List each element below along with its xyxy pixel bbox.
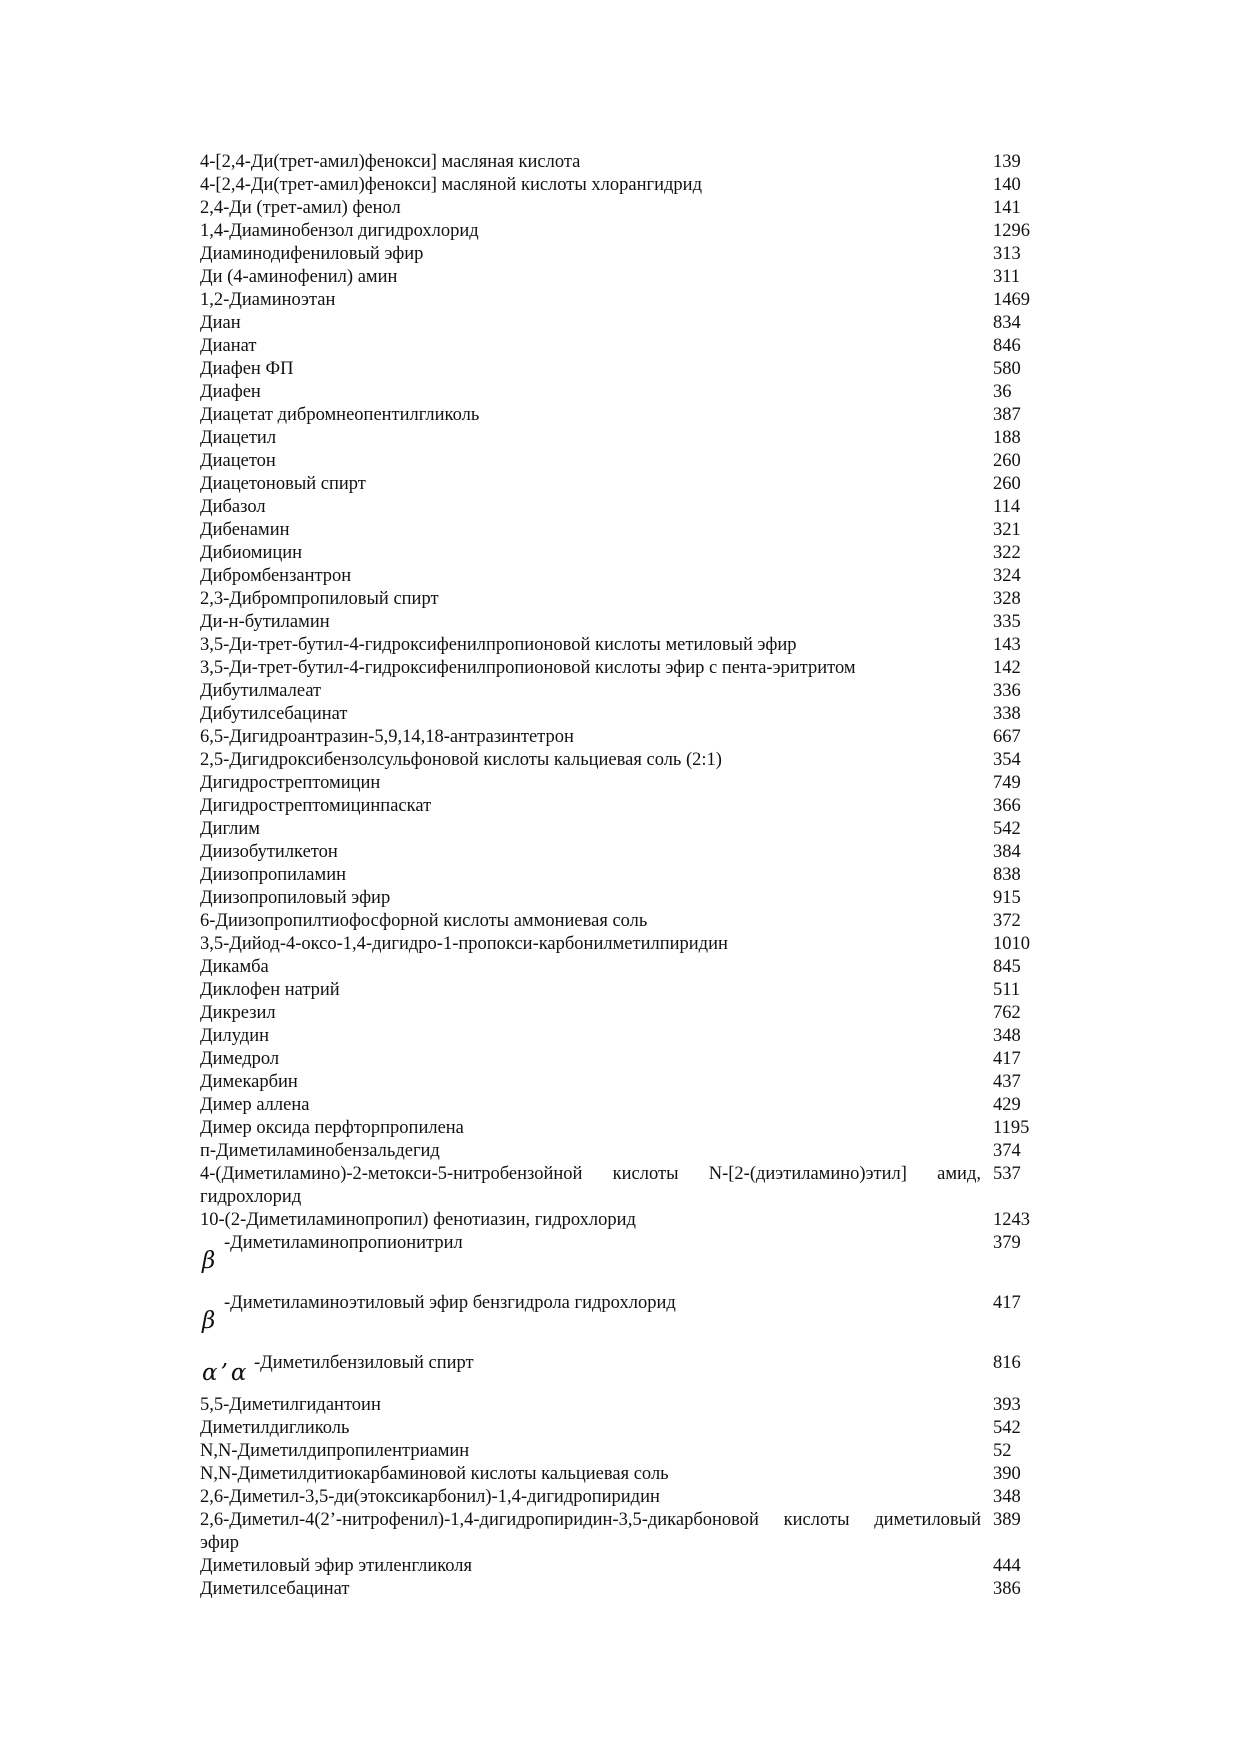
entry-name: 1,4-Диаминобензол дигидрохлорид <box>200 221 479 241</box>
entry-name: Диметиловый эфир этиленгликоля <box>200 1556 473 1576</box>
entry-name: Дикрезил <box>200 1003 276 1023</box>
index-entry <box>200 197 1060 220</box>
entry-page: 429 <box>993 1095 1021 1115</box>
entry-name: 3,5-Ди-трет-бутил-4-гидроксифенилпропионовой кислоты эфир с пента-эритритом <box>200 658 856 678</box>
entry-page: 389 <box>993 1510 1021 1530</box>
index-entry <box>200 1002 1060 1025</box>
entry-name: Дикамба <box>200 957 269 977</box>
entry-page: 542 <box>993 819 1021 839</box>
entry-name-text: -Диметиламинопропионитрил <box>224 1233 463 1253</box>
entry-page: 188 <box>993 428 1021 448</box>
index-entry <box>200 404 1060 427</box>
entry-page: 762 <box>993 1003 1021 1023</box>
index-entry <box>200 220 1060 243</box>
entry-page: 1296 <box>993 221 1030 241</box>
index-entry <box>200 1417 1060 1440</box>
index-entry <box>200 565 1060 588</box>
entry-name: Дилудин <box>200 1026 270 1046</box>
index-entry <box>200 1555 1060 1578</box>
index-entry <box>200 1578 1060 1601</box>
entry-name <box>200 1292 993 1352</box>
index-entry <box>200 1509 1060 1555</box>
index-entry <box>200 1163 1060 1209</box>
entry-name: Диизопропиламин <box>200 865 347 885</box>
entry-name: 2,3-Дибромпропиловый спирт <box>200 589 439 609</box>
entry-name: 2,6-Диметил-3,5-ди(этоксикарбонил)-1,4-дигидропиридин <box>200 1487 660 1507</box>
entry-page: 142 <box>993 658 1021 678</box>
entry-page: 1010 <box>993 934 1030 954</box>
entry-name: 1,2-Диаминоэтан <box>200 290 336 310</box>
entry-name: Диизопропиловый эфир <box>200 888 391 908</box>
alpha-alpha-symbol: α’α <box>202 1360 250 1386</box>
index-entry <box>200 680 1060 703</box>
entry-name-text: -Диметиламиноэтиловый эфир бензгидрола гидрохлорид <box>224 1293 676 1313</box>
entry-page: 328 <box>993 589 1021 609</box>
index-entry <box>200 1048 1060 1071</box>
entry-name: Дибенамин <box>200 520 290 540</box>
entry-name: Дигидрострептомицинпаскат <box>200 796 432 816</box>
index-entry <box>200 427 1060 450</box>
entry-name: Диацетоновый спирт <box>200 474 366 494</box>
index-entry <box>200 749 1060 772</box>
index-entry <box>200 243 1060 266</box>
index-entry <box>200 588 1060 611</box>
index-list <box>200 151 1060 1601</box>
entry-page: 667 <box>993 727 1021 747</box>
entry-page: 311 <box>993 267 1021 287</box>
entry-name: 2,4-Ди (трет-амил) фенол <box>200 198 401 218</box>
entry-name: Ди-н-бутиламин <box>200 612 330 632</box>
index-entry <box>200 1025 1060 1048</box>
entry-page: 313 <box>993 244 1021 264</box>
entry-name: N,N-Диметилдипропилентриамин <box>200 1441 470 1461</box>
entry-name: Дибромбензантрон <box>200 566 352 586</box>
entry-page: 336 <box>993 681 1021 701</box>
entry-name: 4-[2,4-Ди(трет-амил)фенокси] масляной кислоты хлорангидрид <box>200 175 702 195</box>
entry-name: 4-[2,4-Ди(трет-амил)фенокси] масляная кислота <box>200 152 581 172</box>
entry-page: 260 <box>993 451 1021 471</box>
entry-name: 6,5-Дигидроантразин-5,9,14,18-антразинтетрон <box>200 727 574 747</box>
entry-name: Диметилсебацинат <box>200 1579 350 1599</box>
entry-name: Диафен <box>200 382 261 402</box>
entry-page: 580 <box>993 359 1021 379</box>
entry-name: N,N-Диметилдитиокарбаминовой кислоты кальциевая соль <box>200 1464 669 1484</box>
entry-page: 374 <box>993 1141 1021 1161</box>
entry-name: Димедрол <box>200 1049 280 1069</box>
entry-name: Диизобутилкетон <box>200 842 338 862</box>
beta-symbol: β <box>202 1308 216 1334</box>
entry-page: 384 <box>993 842 1021 862</box>
entry-page: 390 <box>993 1464 1021 1484</box>
index-entry <box>200 1440 1060 1463</box>
entry-page: 322 <box>993 543 1021 563</box>
entry-page: 417 <box>993 1049 1021 1069</box>
entry-page: 816 <box>993 1353 1021 1373</box>
index-entry <box>200 1140 1060 1163</box>
index-entry <box>200 841 1060 864</box>
entry-page: 321 <box>993 520 1021 540</box>
index-entry <box>200 1071 1060 1094</box>
index-entry <box>200 910 1060 933</box>
entry-page: 1195 <box>993 1118 1030 1138</box>
index-entry <box>200 1292 1060 1352</box>
entry-name: Дибутилмалеат <box>200 681 322 701</box>
entry-name: 6-Диизопропилтиофосфорной кислоты аммониевая соль <box>200 911 648 931</box>
entry-name: 5,5-Диметилгидантоин <box>200 1395 381 1415</box>
entry-page: 366 <box>993 796 1021 816</box>
index-entry <box>200 795 1060 818</box>
entry-page: 749 <box>993 773 1021 793</box>
index-entry <box>200 956 1060 979</box>
entry-page: 335 <box>993 612 1021 632</box>
entry-page: 1469 <box>993 290 1030 310</box>
index-entry <box>200 1352 1060 1394</box>
entry-page: 437 <box>993 1072 1021 1092</box>
entry-name: Дигидрострептомицин <box>200 773 381 793</box>
entry-page: 838 <box>993 865 1021 885</box>
entry-page: 915 <box>993 888 1021 908</box>
entry-name: Диметилдигликоль <box>200 1418 350 1438</box>
entry-page: 1243 <box>993 1210 1030 1230</box>
index-entry <box>200 611 1060 634</box>
entry-name: Ди (4-аминофенил) амин <box>200 267 398 287</box>
index-entry <box>200 542 1060 565</box>
index-entry <box>200 1209 1060 1232</box>
entry-name: 10-(2-Диметиламинопропил) фенотиазин, гидрохлорид <box>200 1210 636 1230</box>
index-entry <box>200 473 1060 496</box>
index-entry <box>200 772 1060 795</box>
entry-name: п-Диметиламинобензальдегид <box>200 1141 440 1161</box>
index-entry <box>200 1232 1060 1292</box>
entry-page: 511 <box>993 980 1021 1000</box>
index-entry <box>200 726 1060 749</box>
entry-page: 379 <box>993 1233 1021 1253</box>
entry-page: 386 <box>993 1579 1021 1599</box>
index-entry <box>200 174 1060 197</box>
entry-page: 348 <box>993 1026 1021 1046</box>
entry-page: 140 <box>993 175 1021 195</box>
index-entry <box>200 1117 1060 1140</box>
index-entry <box>200 151 1060 174</box>
entry-name: 2,6-Диметил-4(2’-нитрофенил)-1,4-дигидропиридин-3,5-дикарбоновой кислоты диметиловый эфир <box>200 1510 981 1553</box>
index-entry <box>200 1463 1060 1486</box>
entry-name: 4-(Диметиламино)-2-метокси-5-нитробензойной кислоты N-[2-(диэтиламино)этил] амид, гидрохлорид <box>200 1164 981 1207</box>
entry-page: 143 <box>993 635 1021 655</box>
beta-symbol: β <box>202 1248 216 1274</box>
index-entry <box>200 657 1060 680</box>
entry-name: Дибазол <box>200 497 266 517</box>
entry-name: Дибиомицин <box>200 543 303 563</box>
index-entry <box>200 496 1060 519</box>
entry-page: 36 <box>993 382 1012 402</box>
index-entry <box>200 266 1060 289</box>
entry-page: 372 <box>993 911 1021 931</box>
entry-page: 52 <box>993 1441 1012 1461</box>
entry-name: Диглим <box>200 819 261 839</box>
index-entry <box>200 335 1060 358</box>
entry-name: Дианат <box>200 336 257 356</box>
index-entry <box>200 703 1060 726</box>
entry-page: 141 <box>993 198 1021 218</box>
index-entry <box>200 933 1060 956</box>
index-entry <box>200 634 1060 657</box>
entry-name <box>200 1352 993 1394</box>
entry-page: 417 <box>993 1293 1021 1313</box>
index-entry <box>200 381 1060 404</box>
entry-name <box>200 1232 993 1292</box>
entry-page: 834 <box>993 313 1021 333</box>
entry-name: Диан <box>200 313 241 333</box>
entry-name: Димер аллена <box>200 1095 310 1115</box>
index-entry <box>200 519 1060 542</box>
entry-page: 338 <box>993 704 1021 724</box>
entry-page: 537 <box>993 1164 1021 1184</box>
entry-name: 3,5-Дийод-4-оксо-1,4-дигидро-1-пропокси-карбонилметилпиридин <box>200 934 728 954</box>
entry-page: 260 <box>993 474 1021 494</box>
entry-name: Диклофен натрий <box>200 980 340 1000</box>
entry-name: Диацетат дибромнеопентилгликоль <box>200 405 480 425</box>
index-entry <box>200 450 1060 473</box>
entry-name: Диацетил <box>200 428 277 448</box>
entry-page: 139 <box>993 152 1021 172</box>
entry-page: 324 <box>993 566 1021 586</box>
index-entry <box>200 979 1060 1002</box>
index-entry <box>200 289 1060 312</box>
entry-page: 354 <box>993 750 1021 770</box>
entry-page: 387 <box>993 405 1021 425</box>
entry-name: 3,5-Ди-трет-бутил-4-гидроксифенилпропионовой кислоты метиловый эфир <box>200 635 797 655</box>
index-entry <box>200 864 1060 887</box>
index-entry <box>200 887 1060 910</box>
entry-page: 542 <box>993 1418 1021 1438</box>
index-entry <box>200 818 1060 841</box>
entry-name: 2,5-Дигидроксибензолсульфоновой кислоты кальциевая соль (2:1) <box>200 750 722 770</box>
entry-page: 348 <box>993 1487 1021 1507</box>
entry-name: Дибутилсебацинат <box>200 704 348 724</box>
entry-name: Диафен ФП <box>200 359 294 379</box>
index-entry <box>200 1486 1060 1509</box>
entry-name: Диаминодифениловый эфир <box>200 244 424 264</box>
index-entry <box>200 1394 1060 1417</box>
index-entry <box>200 1094 1060 1117</box>
index-entry <box>200 358 1060 381</box>
entry-page: 845 <box>993 957 1021 977</box>
index-entry <box>200 312 1060 335</box>
entry-name: Диацетон <box>200 451 276 471</box>
entry-name-text: -Диметилбензиловый спирт <box>254 1353 474 1373</box>
entry-page: 444 <box>993 1556 1021 1576</box>
entry-page: 114 <box>993 497 1021 517</box>
entry-name: Димер оксида перфторпропилена <box>200 1118 464 1138</box>
entry-name: Димекарбин <box>200 1072 298 1092</box>
entry-page: 846 <box>993 336 1021 356</box>
entry-page: 393 <box>993 1395 1021 1415</box>
